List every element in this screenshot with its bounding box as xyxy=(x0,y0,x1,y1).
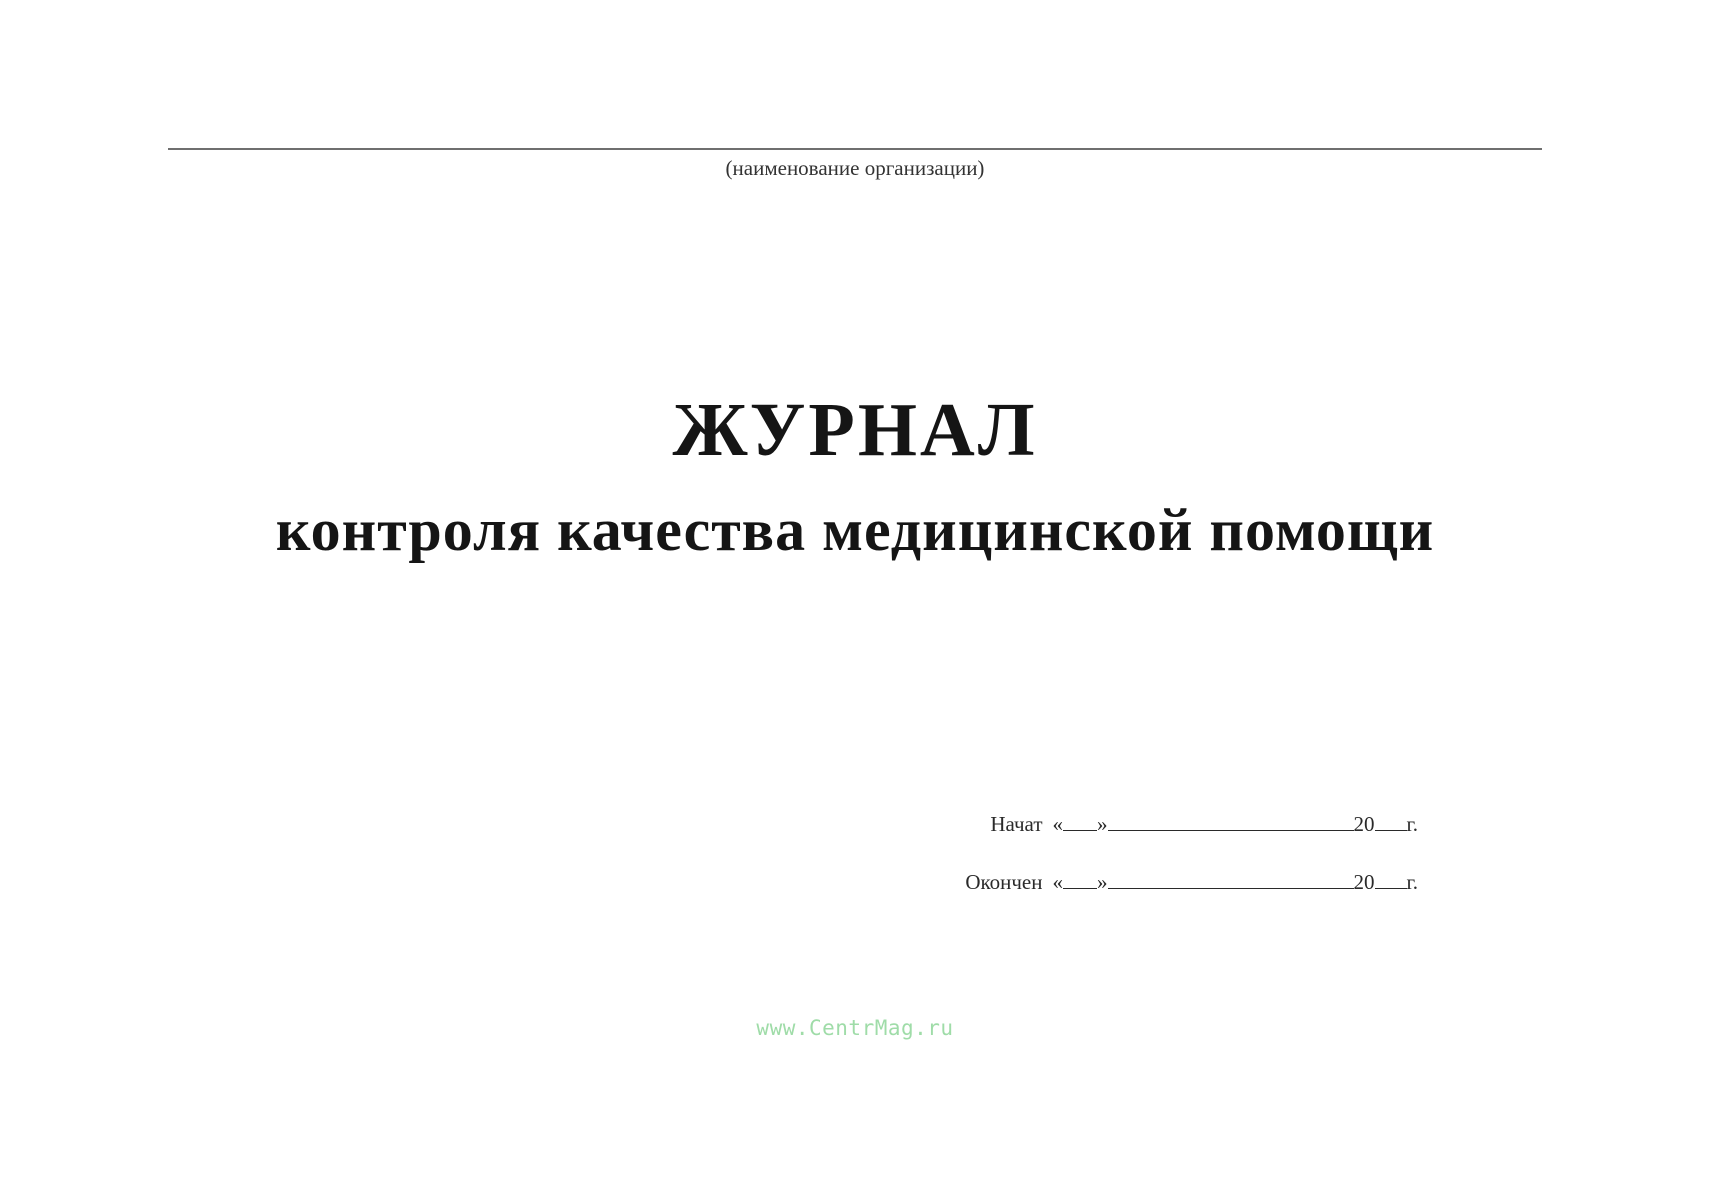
journal-subtitle: контроля качества медицинской помощи xyxy=(275,497,1435,563)
organization-name-line xyxy=(168,148,1542,150)
start-year-suffix: г. xyxy=(1406,812,1418,836)
end-year-blank xyxy=(1375,870,1407,889)
end-date-label: Окончен xyxy=(965,870,1043,894)
end-day-blank xyxy=(1063,870,1097,889)
journal-title: ЖУРНАЛ xyxy=(672,388,1038,472)
start-day-blank xyxy=(1063,812,1097,831)
end-month-blank xyxy=(1108,870,1354,889)
start-date-label: Начат xyxy=(990,812,1043,836)
start-century: 20 xyxy=(1353,812,1375,836)
end-date-row xyxy=(965,870,1418,898)
start-date-row xyxy=(965,812,1418,840)
end-year-suffix: г. xyxy=(1406,870,1418,894)
start-month-blank xyxy=(1108,812,1354,831)
end-century: 20 xyxy=(1353,870,1375,894)
watermark: www.CentrMag.ru xyxy=(756,1016,954,1040)
end-close-quote: » xyxy=(1097,870,1108,894)
start-open-quote: « xyxy=(1052,812,1063,836)
start-year-blank xyxy=(1375,812,1407,831)
start-close-quote: » xyxy=(1097,812,1108,836)
journal-dates-block xyxy=(965,812,1418,928)
end-open-quote: « xyxy=(1052,870,1063,894)
organization-name-caption: (наименование организации) xyxy=(725,156,985,180)
